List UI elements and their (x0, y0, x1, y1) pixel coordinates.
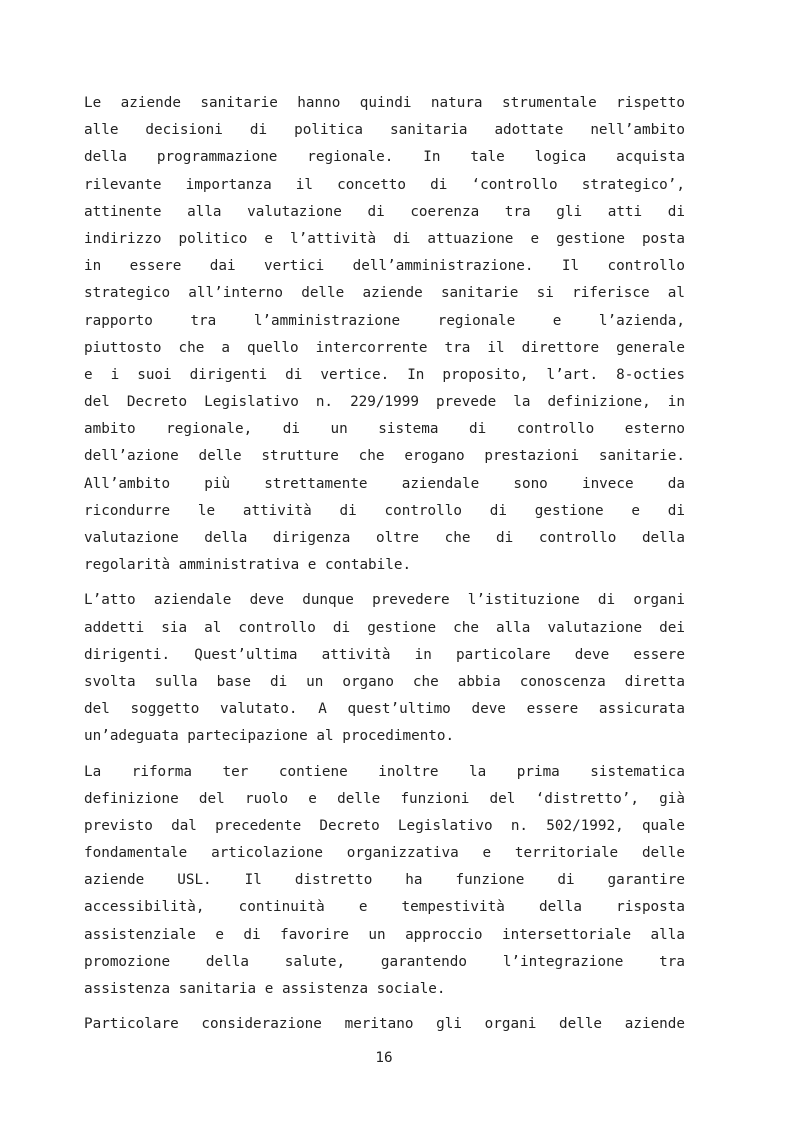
text-line: alle decisioni di politica sanitaria adottate nell’ambito (84, 122, 685, 139)
text-line: Le aziende sanitarie hanno quindi natura strumentale rispetto (84, 95, 685, 111)
text-line: definizione del ruolo e delle funzioni del ‘distretto’, già (84, 790, 685, 807)
text-line: La riforma ter contiene inoltre la prima sistematica (84, 763, 685, 780)
text-line: addetti sia al controllo di gestione che alla valutazione dei (84, 619, 685, 636)
text-line: attinente alla valutazione di coerenza tra gli atti di (84, 203, 685, 220)
text-line: in essere dai vertici dell’amministrazione. Il controllo (84, 258, 685, 275)
paragraph-organi (84, 1011, 685, 1038)
text-line: All’ambito più strettamente aziendale sono invece da (84, 475, 685, 492)
text-line: assistenziale e di favorire un approccio intersettoriale alla (84, 926, 685, 943)
paragraph-atto-aziendale (84, 587, 685, 750)
paragraph-controllo-strategico (84, 90, 685, 579)
text-line: dell’azione delle strutture che erogano prestazioni sanitarie. (84, 448, 685, 465)
paragraph-distretto (84, 759, 685, 1004)
text-line: regolarità amministrativa e contabile. (84, 557, 412, 574)
text-line: e i suoi dirigenti di vertice. In proposito, l’art. 8-octies (84, 366, 685, 383)
text-line: svolta sulla base di un organo che abbia conoscenza diretta (84, 673, 685, 690)
text-line: aziende USL. Il distretto ha funzione di garantire (84, 872, 685, 889)
text-line: accessibilità, continuità e tempestività della risposta (84, 899, 685, 916)
text-line: promozione della salute, garantendo l’integrazione tra (84, 953, 685, 970)
text-line: dirigenti. Quest’ultima attività in particolare deve essere (84, 646, 685, 663)
text-line: Particolare considerazione meritano gli organi delle aziende (84, 1016, 685, 1033)
text-line: indirizzo politico e l’attività di attuazione e gestione posta (84, 230, 685, 247)
text-line: un’adeguata partecipazione al procedimento. (84, 728, 455, 745)
text-line: rapporto tra l’amministrazione regionale e l’azienda, (84, 312, 685, 329)
page-number: 16 (375, 1050, 393, 1066)
text-line: del soggetto valutato. A quest’ultimo deve essere assicurata (84, 701, 685, 718)
text-line: ricondurre le attività di controllo di gestione e di (84, 502, 685, 519)
text-line: della programmazione regionale. In tale logica acquista (84, 149, 685, 166)
text-line: strategico all’interno delle aziende sanitarie si riferisce al (84, 285, 685, 302)
text-line: previsto dal precedente Decreto Legislativo n. 502/1992, quale (84, 817, 685, 834)
text-line: valutazione della dirigenza oltre che di controllo della (84, 530, 685, 546)
text-line: fondamentale articolazione organizzativa e territoriale delle (84, 845, 685, 862)
document-body (84, 90, 685, 1038)
text-line: L’atto aziendale deve dunque prevedere l’istituzione di organi (84, 592, 685, 609)
text-line: piuttosto che a quello intercorrente tra il direttore generale (84, 339, 685, 356)
text-line: assistenza sanitaria e assistenza sociale. (84, 981, 446, 997)
text-line: ambito regionale, di un sistema di controllo esterno (84, 421, 685, 438)
text-line: rilevante importanza il concetto di ‘controllo strategico’, (84, 176, 685, 193)
text-line: del Decreto Legislativo n. 229/1999 prevede la definizione, in (84, 394, 685, 411)
